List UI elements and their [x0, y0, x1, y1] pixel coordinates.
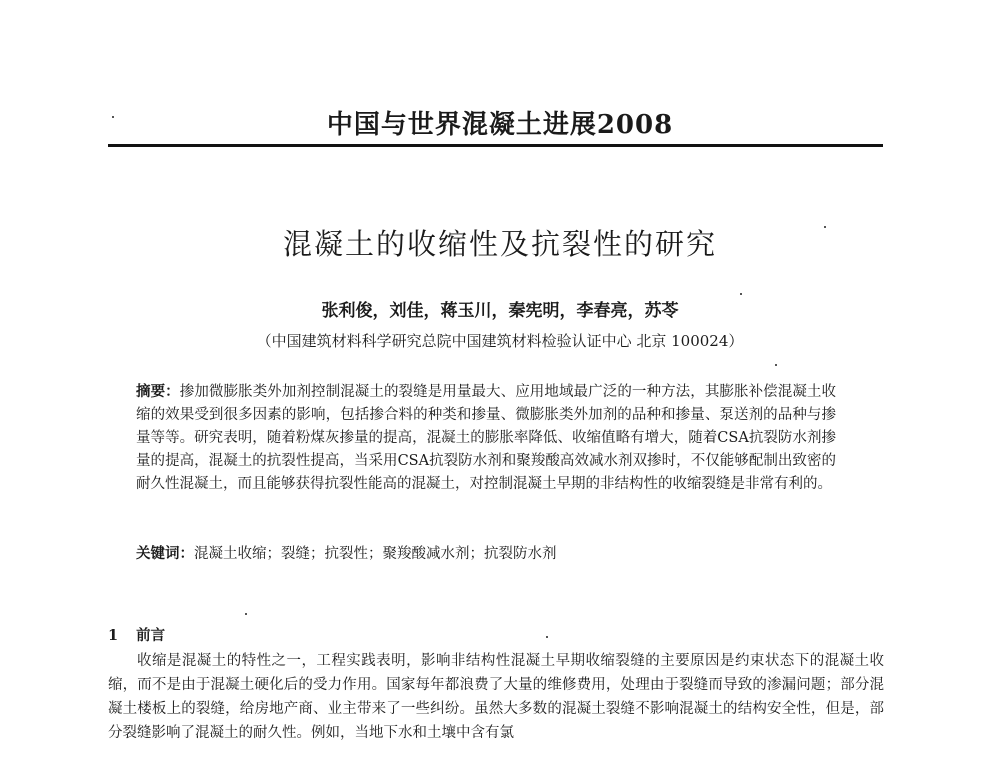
scan-speck	[775, 364, 777, 366]
scan-speck	[245, 613, 247, 615]
scan-speck	[112, 116, 114, 118]
abstract-text: 掺加微膨胀类外加剂控制混凝土的裂缝是用量最大、应用地域最广泛的一种方法，其膨胀补偿混凝土收缩的效果受到很多因素的影响，包括掺合料的种类和掺量、微膨胀类外加剂的品种和掺量、泵送剂的品种与掺量等等。研究表明，随着粉煤灰掺量的提高，混凝土的膨胀率降低、收缩值略有增大，随着CSA抗裂防水剂掺量的提高，混凝土的抗裂性提高，当采用CSA抗裂防水剂和聚羧酸高效减水剂双掺时，不仅能够配制出致密的耐久性混凝土，而且能够获得抗裂性能高的混凝土，对控制混凝土早期的非结构性的收缩裂缝是非常有利的。	[136, 384, 837, 492]
keywords-label: 关键词：	[136, 545, 194, 562]
paper-title: 混凝土的收缩性及抗裂性的研究	[282, 227, 717, 261]
header-rule	[108, 144, 883, 147]
running-header-title: 中国与世界混凝土进展2008	[326, 110, 674, 140]
paper-affiliation: （中国建筑材料科学研究总院中国建筑材料检验认证中心 北京 100024）	[256, 332, 744, 350]
section-heading	[108, 624, 165, 645]
scan-speck	[546, 636, 548, 638]
paper-authors: 张利俊，刘佳，蒋玉川，秦宪明，李春亮，苏苓	[321, 301, 679, 321]
abstract	[136, 380, 836, 496]
section-body-text: 收缩是混凝土的特性之一，工程实践表明，影响非结构性混凝土早期收缩裂缝的主要原因是约束状态下的混凝土收缩，而不是由于混凝土硬化后的受力作用。国家每年都浪费了大量的维修费用，处理由于裂缝而导致的渗漏问题；部分混凝土楼板上的裂缝，给房地产商、业主带来了一些纠纷。虽然大多数的混凝土裂缝不影响混凝土的结构安全性，但是，部分裂缝影响了混凝土的耐久性。例如，当地下水和土壤中含有氯	[108, 653, 884, 741]
abstract-label: 摘要：	[136, 383, 180, 400]
section-number: 1	[108, 627, 119, 644]
keywords-text: 混凝土收缩；裂缝；抗裂性；聚羧酸减水剂；抗裂防水剂	[194, 546, 557, 562]
keywords	[136, 542, 836, 566]
scan-speck	[740, 293, 742, 295]
scan-speck	[824, 226, 826, 228]
section-title: 前言	[136, 627, 166, 644]
